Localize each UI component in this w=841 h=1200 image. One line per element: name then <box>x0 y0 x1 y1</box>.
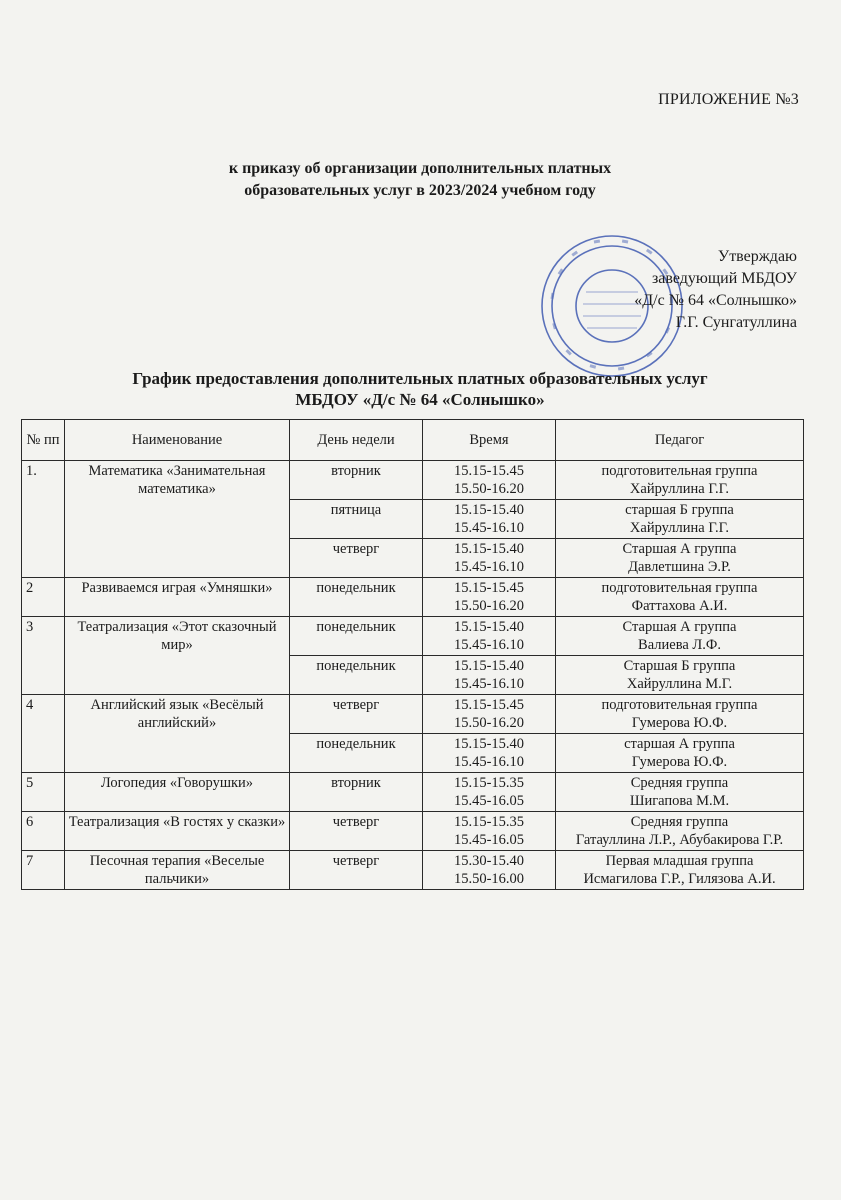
row-number: 5 <box>22 773 65 812</box>
time-slots <box>423 539 556 578</box>
group-name: Средняя группа <box>630 814 729 830</box>
time-slots <box>423 734 556 773</box>
teacher-cell <box>556 773 804 812</box>
teacher-name: Гатауллина Л.Р., Абубакирова Г.Р. <box>575 832 784 848</box>
time-1: 15.15-15.40 <box>453 502 525 518</box>
time-2: 15.45-16.05 <box>453 793 525 809</box>
table-row <box>22 812 804 851</box>
service-name: Английский язык «Весёлый английский» <box>65 695 290 773</box>
approval-line-4: Г.Г. Сунгатуллина <box>675 314 797 331</box>
time-slots <box>423 773 556 812</box>
order-line-2: образовательных услуг в 2023/2024 учебном году <box>244 182 596 199</box>
title-line-2: МБДОУ «Д/с № 64 «Солнышко» <box>295 390 545 409</box>
teacher-cell <box>556 461 804 500</box>
time-2: 15.50-16.00 <box>453 871 525 887</box>
time-2: 15.45-16.05 <box>453 832 525 848</box>
time-1: 15.15-15.35 <box>453 775 525 791</box>
teacher-name: Хайруллина М.Г. <box>626 676 733 692</box>
service-name: Театрализация «В гостях у сказки» <box>65 812 290 851</box>
teacher-cell <box>556 578 804 617</box>
group-name: старшая Б группа <box>625 502 734 518</box>
time-slots <box>423 656 556 695</box>
weekday: четверг <box>290 851 423 890</box>
row-number: 4 <box>22 695 65 773</box>
title-line-1: График предоставления дополнительных платных образовательных услуг <box>132 369 708 388</box>
teacher-name: Исмагилова Г.Р., Гилязова А.И. <box>583 871 776 887</box>
group-name: подготовительная группа <box>601 580 758 596</box>
order-reference <box>120 158 720 202</box>
group-name: Первая младшая группа <box>605 853 754 869</box>
time-2: 15.45-16.10 <box>453 559 525 575</box>
time-2: 15.45-16.10 <box>453 637 525 653</box>
table-header-row <box>22 420 804 461</box>
group-name: подготовительная группа <box>601 697 758 713</box>
table-row <box>22 695 804 734</box>
time-2: 15.50-16.20 <box>453 598 525 614</box>
time-slots <box>423 578 556 617</box>
table-row <box>22 617 804 656</box>
time-2: 15.45-16.10 <box>453 520 525 536</box>
approval-line-2: заведующий МБДОУ <box>651 270 797 287</box>
teacher-name: Гумерова Ю.Ф. <box>631 715 728 731</box>
time-slots <box>423 617 556 656</box>
weekday: пятница <box>290 500 423 539</box>
weekday: понедельник <box>290 656 423 695</box>
service-name: Театрализация «Этот сказочный мир» <box>65 617 290 695</box>
row-number: 1. <box>22 461 65 578</box>
time-slots <box>423 500 556 539</box>
header-time: Время <box>423 420 556 461</box>
time-2: 15.50-16.20 <box>453 481 525 497</box>
time-1: 15.15-15.45 <box>453 697 525 713</box>
appendix-label: ПРИЛОЖЕНИЕ №3 <box>658 91 799 108</box>
weekday: вторник <box>290 773 423 812</box>
teacher-name: Фаттахова А.И. <box>631 598 728 614</box>
teacher-cell <box>556 812 804 851</box>
group-name: старшая А группа <box>624 736 735 752</box>
header-num: № пп <box>22 420 65 461</box>
time-1: 15.15-15.45 <box>453 580 525 596</box>
header-teacher: Педагог <box>556 420 804 461</box>
time-2: 15.45-16.10 <box>453 754 525 770</box>
schedule-title <box>70 368 770 410</box>
teacher-cell <box>556 734 804 773</box>
service-name: Математика «Занимательная математика» <box>65 461 290 578</box>
row-number: 6 <box>22 812 65 851</box>
group-name: Старшая А группа <box>622 619 737 635</box>
teacher-name: Шигапова М.М. <box>629 793 730 809</box>
service-name: Песочная терапия «Веселые пальчики» <box>65 851 290 890</box>
table-row <box>22 461 804 500</box>
teacher-name: Хайруллина Г.Г. <box>629 481 730 497</box>
teacher-name: Давлетшина Э.Р. <box>628 559 731 575</box>
service-name: Развиваемся играя «Умняшки» <box>65 578 290 617</box>
row-number: 3 <box>22 617 65 695</box>
weekday: вторник <box>290 461 423 500</box>
table-row <box>22 578 804 617</box>
weekday: понедельник <box>290 734 423 773</box>
time-slots <box>423 812 556 851</box>
time-slots <box>423 695 556 734</box>
group-name: Средняя группа <box>630 775 729 791</box>
header-day: День недели <box>290 420 423 461</box>
weekday: четверг <box>290 812 423 851</box>
time-1: 15.15-15.40 <box>453 736 525 752</box>
time-slots <box>423 851 556 890</box>
time-1: 15.15-15.40 <box>453 658 525 674</box>
time-1: 15.30-15.40 <box>453 853 525 869</box>
time-1: 15.15-15.40 <box>453 619 525 635</box>
row-number: 2 <box>22 578 65 617</box>
row-number: 7 <box>22 851 65 890</box>
time-2: 15.50-16.20 <box>453 715 525 731</box>
weekday: понедельник <box>290 617 423 656</box>
group-name: Старшая А группа <box>622 541 737 557</box>
teacher-cell <box>556 500 804 539</box>
approval-block <box>634 246 797 334</box>
table-row <box>22 773 804 812</box>
time-1: 15.15-15.40 <box>453 541 525 557</box>
group-name: подготовительная группа <box>601 463 758 479</box>
approval-line-3: «Д/с № 64 «Солнышко» <box>634 292 797 309</box>
teacher-name: Хайруллина Г.Г. <box>629 520 730 536</box>
group-name: Старшая Б группа <box>623 658 736 674</box>
time-2: 15.45-16.10 <box>453 676 525 692</box>
teacher-cell <box>556 617 804 656</box>
approval-line-1: Утверждаю <box>717 248 797 265</box>
weekday: четверг <box>290 539 423 578</box>
weekday: понедельник <box>290 578 423 617</box>
teacher-cell <box>556 851 804 890</box>
teacher-name: Валиева Л.Ф. <box>638 637 721 653</box>
time-1: 15.15-15.35 <box>453 814 525 830</box>
header-name: Наименование <box>65 420 290 461</box>
teacher-name: Гумерова Ю.Ф. <box>631 754 728 770</box>
teacher-cell <box>556 695 804 734</box>
schedule-table <box>21 419 804 890</box>
time-1: 15.15-15.45 <box>453 463 525 479</box>
time-slots <box>423 461 556 500</box>
weekday: четверг <box>290 695 423 734</box>
service-name: Логопедия «Говорушки» <box>65 773 290 812</box>
table-row <box>22 851 804 890</box>
teacher-cell <box>556 656 804 695</box>
order-line-1: к приказу об организации дополнительных платных <box>228 160 612 177</box>
teacher-cell <box>556 539 804 578</box>
